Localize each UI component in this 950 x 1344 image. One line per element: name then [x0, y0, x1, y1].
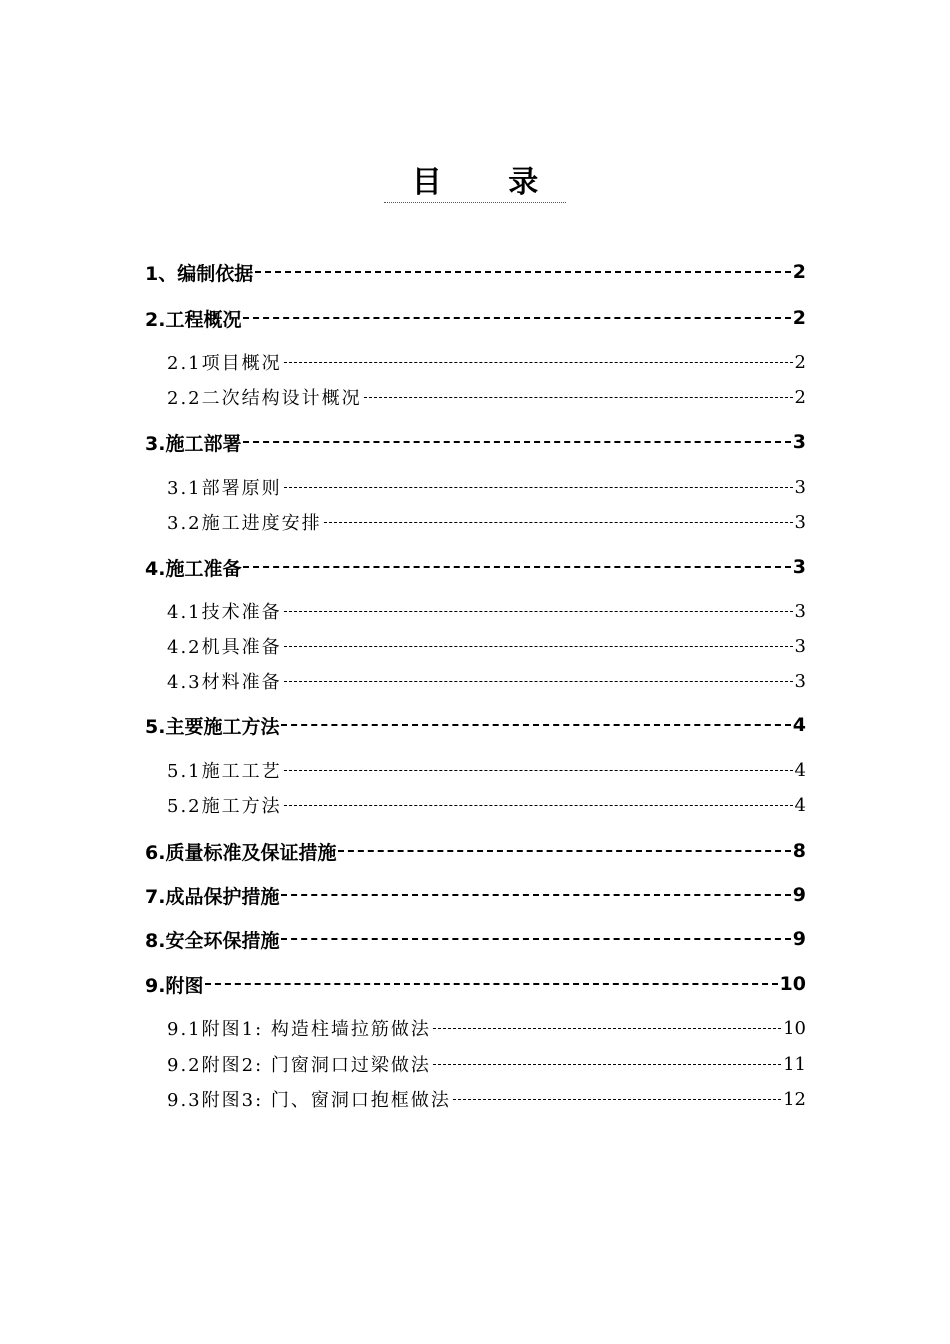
toc-dot-leader: [243, 317, 790, 319]
toc-entry-chapter[interactable]: [145, 837, 806, 865]
toc-entry-label: 3.1部署原则: [167, 478, 282, 499]
toc-entry-section[interactable]: [167, 1050, 806, 1078]
toc-entry-label: 7.成品保护措施: [145, 885, 280, 908]
toc-dot-leader: [338, 850, 790, 852]
toc-dot-leader: [324, 522, 793, 523]
toc-entry-label: 5.1施工工艺: [167, 761, 282, 782]
toc-page-number: 3: [794, 600, 806, 622]
toc-dot-leader: [284, 681, 793, 682]
toc-entry-label: 5.2施工方法: [167, 796, 282, 817]
toc-dot-leader: [281, 894, 790, 896]
toc-entry-label: 9.2附图2: 门窗洞口过梁做法: [167, 1055, 431, 1076]
toc-page-number: 3: [794, 670, 806, 692]
toc-entry-section[interactable]: [167, 348, 806, 376]
toc-dot-leader: [281, 724, 790, 726]
toc-entry-section[interactable]: [167, 508, 806, 536]
toc-entry-label: 8.安全环保措施: [145, 929, 280, 952]
toc-title: 目 录: [384, 166, 566, 203]
toc-entry-label: 9.3附图3: 门、窗洞口抱框做法: [167, 1090, 451, 1111]
toc-entry-label: 2.2二次结构设计概况: [167, 388, 362, 409]
toc-dot-leader: [284, 362, 793, 363]
toc-entry-label: 1、编制依据: [145, 262, 254, 285]
toc-entry-label: 2.1项目概况: [167, 353, 282, 374]
toc-entry-label: 9.1附图1: 构造柱墙拉筋做法: [167, 1019, 431, 1040]
toc-entry-chapter[interactable]: [145, 428, 806, 456]
toc-dot-leader: [433, 1028, 781, 1029]
toc-page-number: 4: [794, 759, 806, 781]
toc-page-number: 9: [792, 928, 806, 950]
toc-entry-label: 3.施工部署: [145, 432, 242, 455]
toc-page-number: 4: [792, 714, 806, 736]
toc-page-number: 3: [794, 511, 806, 533]
toc-entry-label: 3.2施工进度安排: [167, 513, 322, 534]
toc-dot-leader: [281, 938, 790, 940]
toc-entry-chapter[interactable]: [145, 711, 806, 739]
toc-entry-label: 6.质量标准及保证措施: [145, 841, 337, 864]
toc-entry-chapter[interactable]: [145, 925, 806, 953]
toc-entry-section[interactable]: [167, 632, 806, 660]
toc-page-number: 10: [783, 1017, 806, 1039]
toc-dot-leader: [284, 770, 793, 771]
toc-dot-leader: [284, 805, 793, 806]
toc-entry-label: 4.3材料准备: [167, 672, 282, 693]
toc-page-number: 2: [792, 307, 806, 329]
toc-entry-section[interactable]: [167, 756, 806, 784]
toc-entry-section[interactable]: [167, 1085, 806, 1113]
toc-dot-leader: [453, 1099, 781, 1100]
toc-entry-chapter[interactable]: [145, 553, 806, 581]
toc-page-number: 9: [792, 884, 806, 906]
toc-dot-leader: [284, 646, 793, 647]
toc-dot-leader: [205, 983, 777, 985]
toc-page-number: 2: [792, 261, 806, 283]
toc-entry-section[interactable]: [167, 383, 806, 411]
toc-page-number: 12: [783, 1088, 806, 1110]
toc-entry-label: 5.主要施工方法: [145, 715, 280, 738]
toc-page-number: 2: [794, 386, 806, 408]
toc-page-number: 3: [792, 556, 806, 578]
toc-entry-label: 2.工程概况: [145, 308, 242, 331]
toc-dot-leader: [255, 271, 791, 273]
toc-page-number: 3: [794, 476, 806, 498]
toc-entry-chapter[interactable]: [145, 881, 806, 909]
toc-dot-leader: [433, 1064, 781, 1065]
toc-page-number: 10: [779, 973, 806, 995]
toc-page-number: 11: [783, 1053, 806, 1075]
toc-entry-chapter[interactable]: [145, 304, 806, 332]
toc-entry-section[interactable]: [167, 667, 806, 695]
toc-page-number: 3: [792, 431, 806, 453]
toc-entry-label: 9.附图: [145, 974, 204, 997]
toc-entry-label: 4.1技术准备: [167, 602, 282, 623]
toc-dot-leader: [284, 611, 793, 612]
toc-entry-section[interactable]: [167, 791, 806, 819]
toc-entry-section[interactable]: [167, 1014, 806, 1042]
toc-entry-section[interactable]: [167, 597, 806, 625]
toc-entry-label: 4.2机具准备: [167, 637, 282, 658]
toc-entry-chapter[interactable]: [145, 970, 806, 998]
toc-page-number: 2: [794, 351, 806, 373]
toc-page-number: 3: [794, 635, 806, 657]
toc-page-number: 8: [792, 840, 806, 862]
toc-entry-chapter[interactable]: [145, 258, 806, 286]
toc-dot-leader: [243, 566, 790, 568]
toc-dot-leader: [243, 441, 790, 443]
toc-page-number: 4: [794, 794, 806, 816]
toc-entry-label: 4.施工准备: [145, 557, 242, 580]
toc-dot-leader: [364, 397, 793, 398]
toc-entry-section[interactable]: [167, 473, 806, 501]
toc-dot-leader: [284, 487, 793, 488]
